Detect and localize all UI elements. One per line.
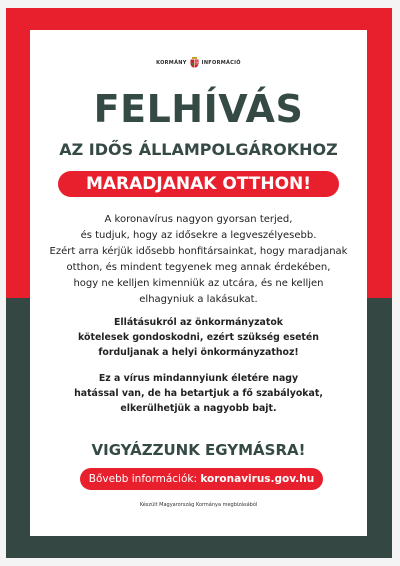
- headline-title: FELHÍVÁS: [93, 87, 304, 131]
- paragraph-line: kötelesek gondoskodni, ezért szükség esetén: [78, 332, 319, 343]
- brand-left-text: KORMÁNY: [156, 59, 187, 66]
- more-info-url: koronavirus.gov.hu: [200, 473, 315, 485]
- paragraph-line: Ez a vírus mindannyiunk életére nagy: [98, 373, 299, 384]
- brand-right-text: INFORMÁCIÓ: [201, 59, 241, 66]
- closing-slogan: VIGYÁZZUNK EGYMÁSRA!: [91, 441, 306, 459]
- paragraph-line: és tudjuk, hogy az idősekre a legveszélyesebb.: [80, 230, 317, 241]
- hungarian-coat-of-arms-icon: [190, 57, 199, 68]
- paragraph-line: elkerülhetjük a nagyobb bajt.: [120, 403, 277, 414]
- paragraph-line: otthon, és mindent tegyenek meg annak érdekében,: [66, 262, 331, 273]
- footer-credit: Készült Magyarország Kormánya megbízásából: [139, 502, 258, 508]
- more-info-banner: [80, 468, 323, 490]
- paragraph-line: hogy ne kelljen kimenniük az utcára, és ne kelljen: [73, 278, 324, 289]
- paragraph-line: elhagyniuk a lakásukat.: [139, 294, 258, 305]
- poster-card: [30, 30, 367, 536]
- paragraph-line: A koronavírus nagyon gyorsan terjed,: [104, 214, 293, 225]
- headline-subtitle: AZ IDŐS ÁLLAMPOLGÁROKHOZ: [59, 140, 338, 159]
- government-brand: [30, 57, 367, 68]
- paragraph-rules: [38, 371, 359, 416]
- paragraph-line: Ezért arra kérjük idősebb honfitársainkat, hogy maradjanak: [49, 246, 348, 257]
- paragraph-line: Ellátásukról az önkormányzatok: [113, 317, 284, 328]
- paragraph-municipal-care: [38, 315, 359, 360]
- more-info-label: Bővebb információk:: [88, 473, 197, 485]
- paragraph-line: hatással van, de ha betartjuk a fő szabályokat,: [74, 388, 323, 399]
- paragraph-spread-warning: [38, 212, 359, 308]
- stay-home-banner: MARADJANAK OTTHON!: [58, 171, 339, 197]
- paragraph-line: forduljanak a helyi önkormányzathoz!: [98, 347, 299, 358]
